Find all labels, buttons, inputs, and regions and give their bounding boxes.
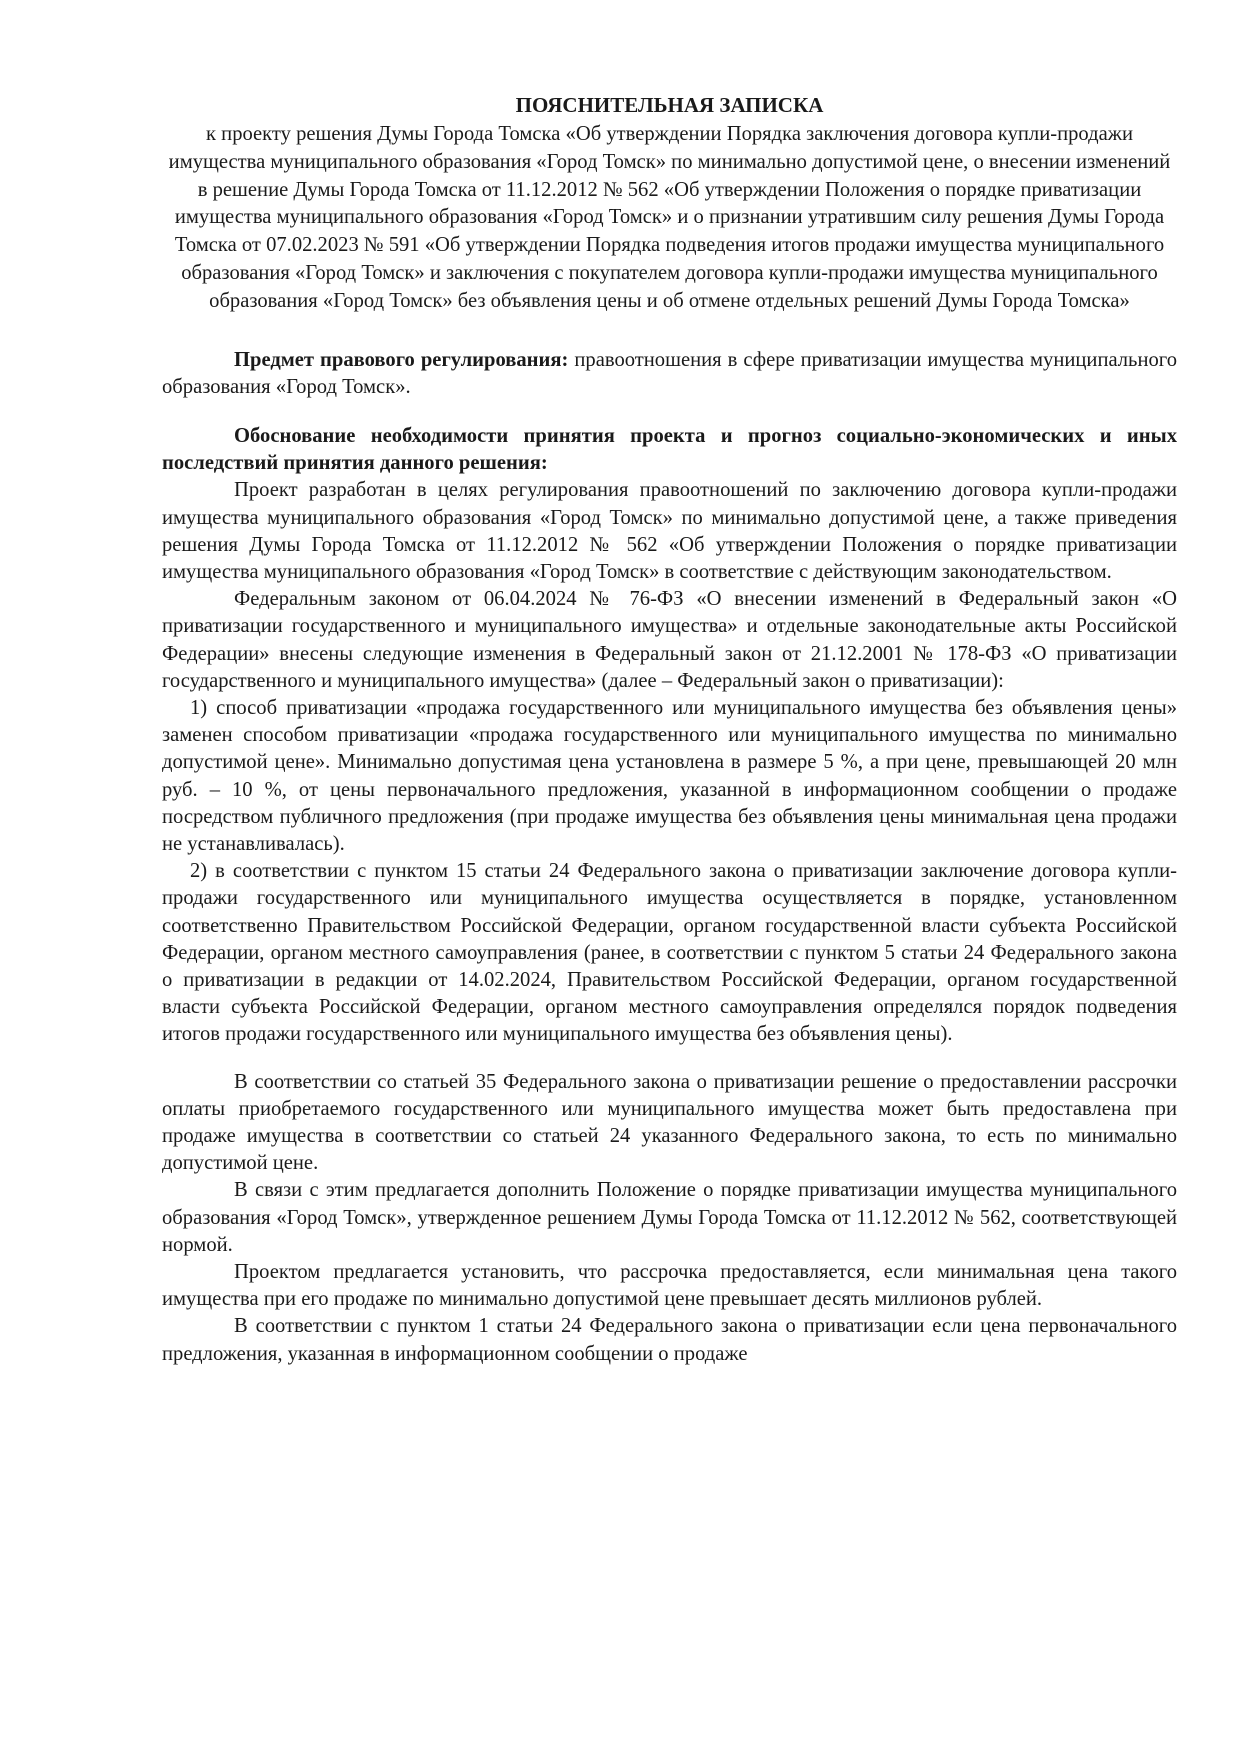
subject-text: правоотношения в сфере приватизации имущества муниципального образования «Город Томск». xyxy=(162,348,1177,398)
paragraph-purpose: Проект разработан в целях регулирования правоотношений по заключению договора купли-продажи имущества муниципального образования «Город Томск» по минимально допустимой цене, а также приведения решения Думы Города Томска от 11.12.2012 № 562 «Об утверждении Положения о порядке приватизации имущества муниципального образования «Город Томск» в соответствие с действующим законодательством. xyxy=(162,479,1177,583)
document-title: ПОЯСНИТЕЛЬНАЯ ЗАПИСКА xyxy=(515,93,824,117)
paragraph-proposal: Проектом предлагается установить, что рассрочка предоставляется, если минимальная цена такого имущества при его продаже по минимально допустимой цене превышает десять миллионов рублей. xyxy=(162,1261,1177,1311)
paragraph-amendment: В связи с этим предлагается дополнить Положение о порядке приватизации имущества муниципального образования «Город Томск», утвержденное решением Думы Города Томска от 11.12.2012 № 562, соответствующей нормой. xyxy=(162,1179,1177,1256)
paragraph-article-24: В соответствии с пунктом 1 статьи 24 Федерального закона о приватизации если цена первоначального предложения, указанная в информационном сообщении о продаже xyxy=(162,1315,1177,1365)
subject-label: Предмет правового регулирования: xyxy=(234,348,569,371)
list-item-2: 2) в соответствии с пунктом 15 статьи 24 Федерального закона о приватизации заключение договора купли-продажи государственного или муниципального имущества осуществляется в порядке, установленном соответственно Правительством Российской Федерации, органом государственной власти субъекта Российской Федерации, органом местного самоуправления (ранее, в соответствии с пунктом 5 статьи 24 Федерального закона о приватизации в редакции от 14.02.2024, Правительством Российской Федерации, органом государственной власти субъекта Российской Федерации, органом местного самоуправления определялся порядок подведения итогов продажи государственного или муниципального имущества без объявления цены). xyxy=(162,860,1177,1046)
paragraph-federal-law: Федеральным законом от 06.04.2024 № 76-ФЗ «О внесении изменений в Федеральный закон «О приватизации государственного и муниципального имущества» и отдельные законодательные акты Российской Федерации» внесены следующие изменения в Федеральный закон от 21.12.2001 № 178-ФЗ «О приватизации государственного и муниципального имущества» (далее – Федеральный закон о приватизации): xyxy=(162,588,1177,692)
list-item-1: 1) способ приватизации «продажа государственного или муниципального имущества без объявления цены» заменен способом приватизации «продажа государственного или муниципального имущества по минимально допустимой цене». Минимально допустимая цена установлена в размере 5 %, а при цене, превышающей 20 млн руб. – 10 %, от цены первоначального предложения, указанной в информационном сообщении о продаже посредством публичного предложения (при продаже имущества без объявления цены минимальная цена продажи не устанавливалась). xyxy=(162,697,1177,856)
document-content xyxy=(162,92,1177,1368)
rationale-heading: Обоснование необходимости принятия проекта и прогноз социально-экономических и иных последствий принятия данного решения: xyxy=(162,424,1177,475)
paragraph-installment: В соответствии со статьей 35 Федерального закона о приватизации решение о предоставлении рассрочки оплаты приобретаемого государственного или муниципального имущества может быть предоставлена при продаже имущества в соответствии со статьей 24 указанного Федерального закона, то есть по минимально допустимой цене. xyxy=(162,1070,1177,1175)
document-subtitle: к проекту решения Думы Города Томска «Об утверждении Порядка заключения договора купли-продажи имущества муниципального образования «Город Томск» по минимально допустимой цене, о внесении изменений в решение Думы Города Томска от 11.12.2012 № 562 «Об утверждении Положения о порядке приватизации имущества муниципального образования «Город Томск» и о признании утратившим силу решения Думы Города Томска от 07.02.2023 № 591 «Об утверждении Порядка подведения итогов продажи имущества муниципального образования «Город Томск» и заключения с покупателем договора купли-продажи имущества муниципального образования «Город Томск» без объявления цены и об отмене отдельных решений Думы Города Томска» xyxy=(168,123,1171,312)
subject-paragraph xyxy=(162,347,1177,401)
